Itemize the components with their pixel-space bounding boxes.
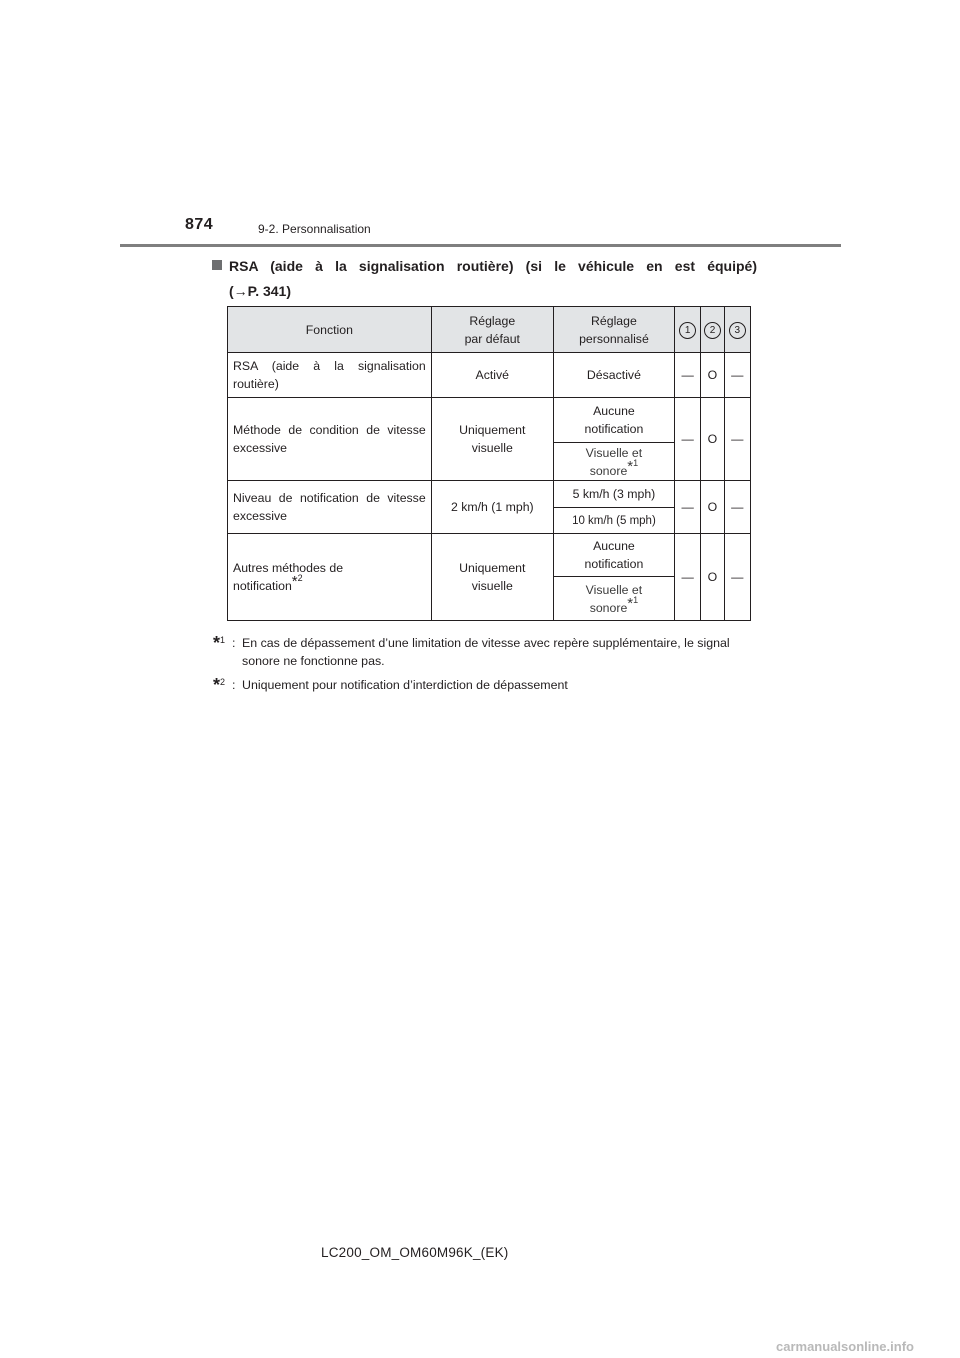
- header-default-line2: par défaut: [464, 331, 520, 346]
- table-row: [228, 353, 751, 398]
- footnote-marker: [213, 673, 225, 694]
- header-col-1: [674, 307, 700, 353]
- cell-default-line2: visuelle: [471, 441, 513, 455]
- cell-custom-b-line1: Visuelle et: [585, 582, 643, 597]
- cell-default: [431, 534, 553, 621]
- footnote-colon: :: [232, 678, 236, 692]
- cell-mark-1: —: [674, 353, 700, 398]
- circled-1-icon: 1: [679, 322, 696, 339]
- footnote-number: 1: [220, 635, 226, 645]
- header-rule: [120, 244, 841, 247]
- footnote-text: Uniquement pour notification d’interdiction de dépassement: [242, 678, 568, 692]
- cell-custom-a-line2: notification: [584, 557, 644, 571]
- cell-mark-3: —: [724, 398, 750, 481]
- cell-custom-b: 10 km/h (5 mph): [553, 508, 674, 534]
- square-bullet-icon: [212, 260, 222, 270]
- header-custom: [553, 307, 674, 353]
- cell-custom-b: [553, 577, 674, 621]
- cell-default-line1: Uniquement: [459, 561, 526, 575]
- cell-default: [431, 398, 553, 481]
- cell-mark-2: O: [701, 481, 724, 534]
- cell-custom-a-line2: notification: [584, 422, 644, 436]
- page-number: 874: [185, 216, 214, 233]
- cell-mark-3: —: [724, 481, 750, 534]
- header-custom-line2: personnalisé: [579, 331, 649, 346]
- section-heading: [212, 254, 757, 304]
- settings-table: [227, 306, 751, 621]
- footnote-ref: *2: [291, 573, 303, 590]
- header-function: Fonction: [228, 307, 432, 353]
- section-title: 9-2. Personnalisation: [258, 222, 371, 236]
- circled-3-icon: 3: [729, 322, 746, 339]
- cell-mark-1: —: [674, 398, 700, 481]
- cell-custom-a: 5 km/h (3 mph): [553, 481, 674, 508]
- footnote: [213, 634, 753, 670]
- footnote-ref-number: 1: [633, 457, 639, 468]
- cell-custom-a: [553, 534, 674, 577]
- cell-custom-b-line2: sonore: [589, 600, 628, 615]
- cell-mark-2: O: [701, 398, 724, 481]
- cell-custom-a: [553, 398, 674, 443]
- cell-function: Méthode de condition de vitesse excessive: [228, 398, 432, 481]
- header-default: [431, 307, 553, 353]
- cell-mark-3: —: [724, 353, 750, 398]
- footnotes: [213, 634, 753, 700]
- cell-function-line2: notification: [233, 579, 292, 593]
- heading-line2: (→P. 341): [229, 283, 291, 299]
- cell-default: Activé: [431, 353, 553, 398]
- cell-mark-3: —: [724, 534, 750, 621]
- cell-mark-1: —: [674, 534, 700, 621]
- cell-default-line2: visuelle: [471, 579, 513, 593]
- cell-custom-b: [553, 443, 674, 481]
- cell-mark-2: O: [701, 534, 724, 621]
- cell-custom-a-line1: Aucune: [593, 539, 635, 553]
- cell-function: [228, 534, 432, 621]
- heading-line1: RSA (aide à la signalisation routière) (si le véhicule en est équipé): [229, 258, 757, 274]
- cell-mark-1: —: [674, 481, 700, 534]
- table-row: [228, 534, 751, 577]
- cell-function: RSA (aide à la signalisation routière): [228, 353, 432, 398]
- cell-custom-b-line1: Visuelle et: [585, 445, 643, 460]
- cell-mark-2: O: [701, 353, 724, 398]
- table-header-row: [228, 307, 751, 353]
- footnote-colon: :: [232, 636, 236, 650]
- table-row: [228, 398, 751, 443]
- footnote: [213, 676, 753, 694]
- cell-custom-a-line1: Aucune: [593, 404, 635, 418]
- cell-function-line1: Autres méthodes de: [233, 561, 344, 575]
- header-col-3: [724, 307, 750, 353]
- cell-default-line1: Uniquement: [459, 423, 526, 437]
- header-custom-line1: Réglage: [591, 313, 637, 328]
- footnote-number: 2: [220, 677, 226, 687]
- circled-2-icon: 2: [704, 322, 721, 339]
- footnote-ref-number: 2: [297, 573, 303, 583]
- footnote-star: *: [213, 633, 221, 653]
- cell-custom: Désactivé: [553, 353, 674, 398]
- cell-custom-b-line2: sonore: [589, 463, 628, 478]
- header-default-line1: Réglage: [469, 313, 516, 328]
- footnote-text: En cas de dépassement d’une limitation de vitesse avec repère supplémentaire, le signal sonore ne fonctionne pas.: [242, 636, 730, 668]
- footnote-star: *: [213, 675, 221, 695]
- document-code: LC200_OM_OM60M96K_(EK): [321, 1245, 509, 1260]
- table-row: [228, 481, 751, 508]
- watermark[interactable]: carmanualsonline.info: [776, 1339, 914, 1354]
- header-col-2: [701, 307, 724, 353]
- footnote-ref: *1: [627, 457, 639, 475]
- footnote-ref-number: 1: [633, 594, 639, 605]
- cell-default: 2 km/h (1 mph): [431, 481, 553, 534]
- cell-function: Niveau de notification de vitesse excessive: [228, 481, 432, 534]
- footnote-ref: *1: [627, 594, 639, 612]
- footnote-marker: [213, 631, 225, 652]
